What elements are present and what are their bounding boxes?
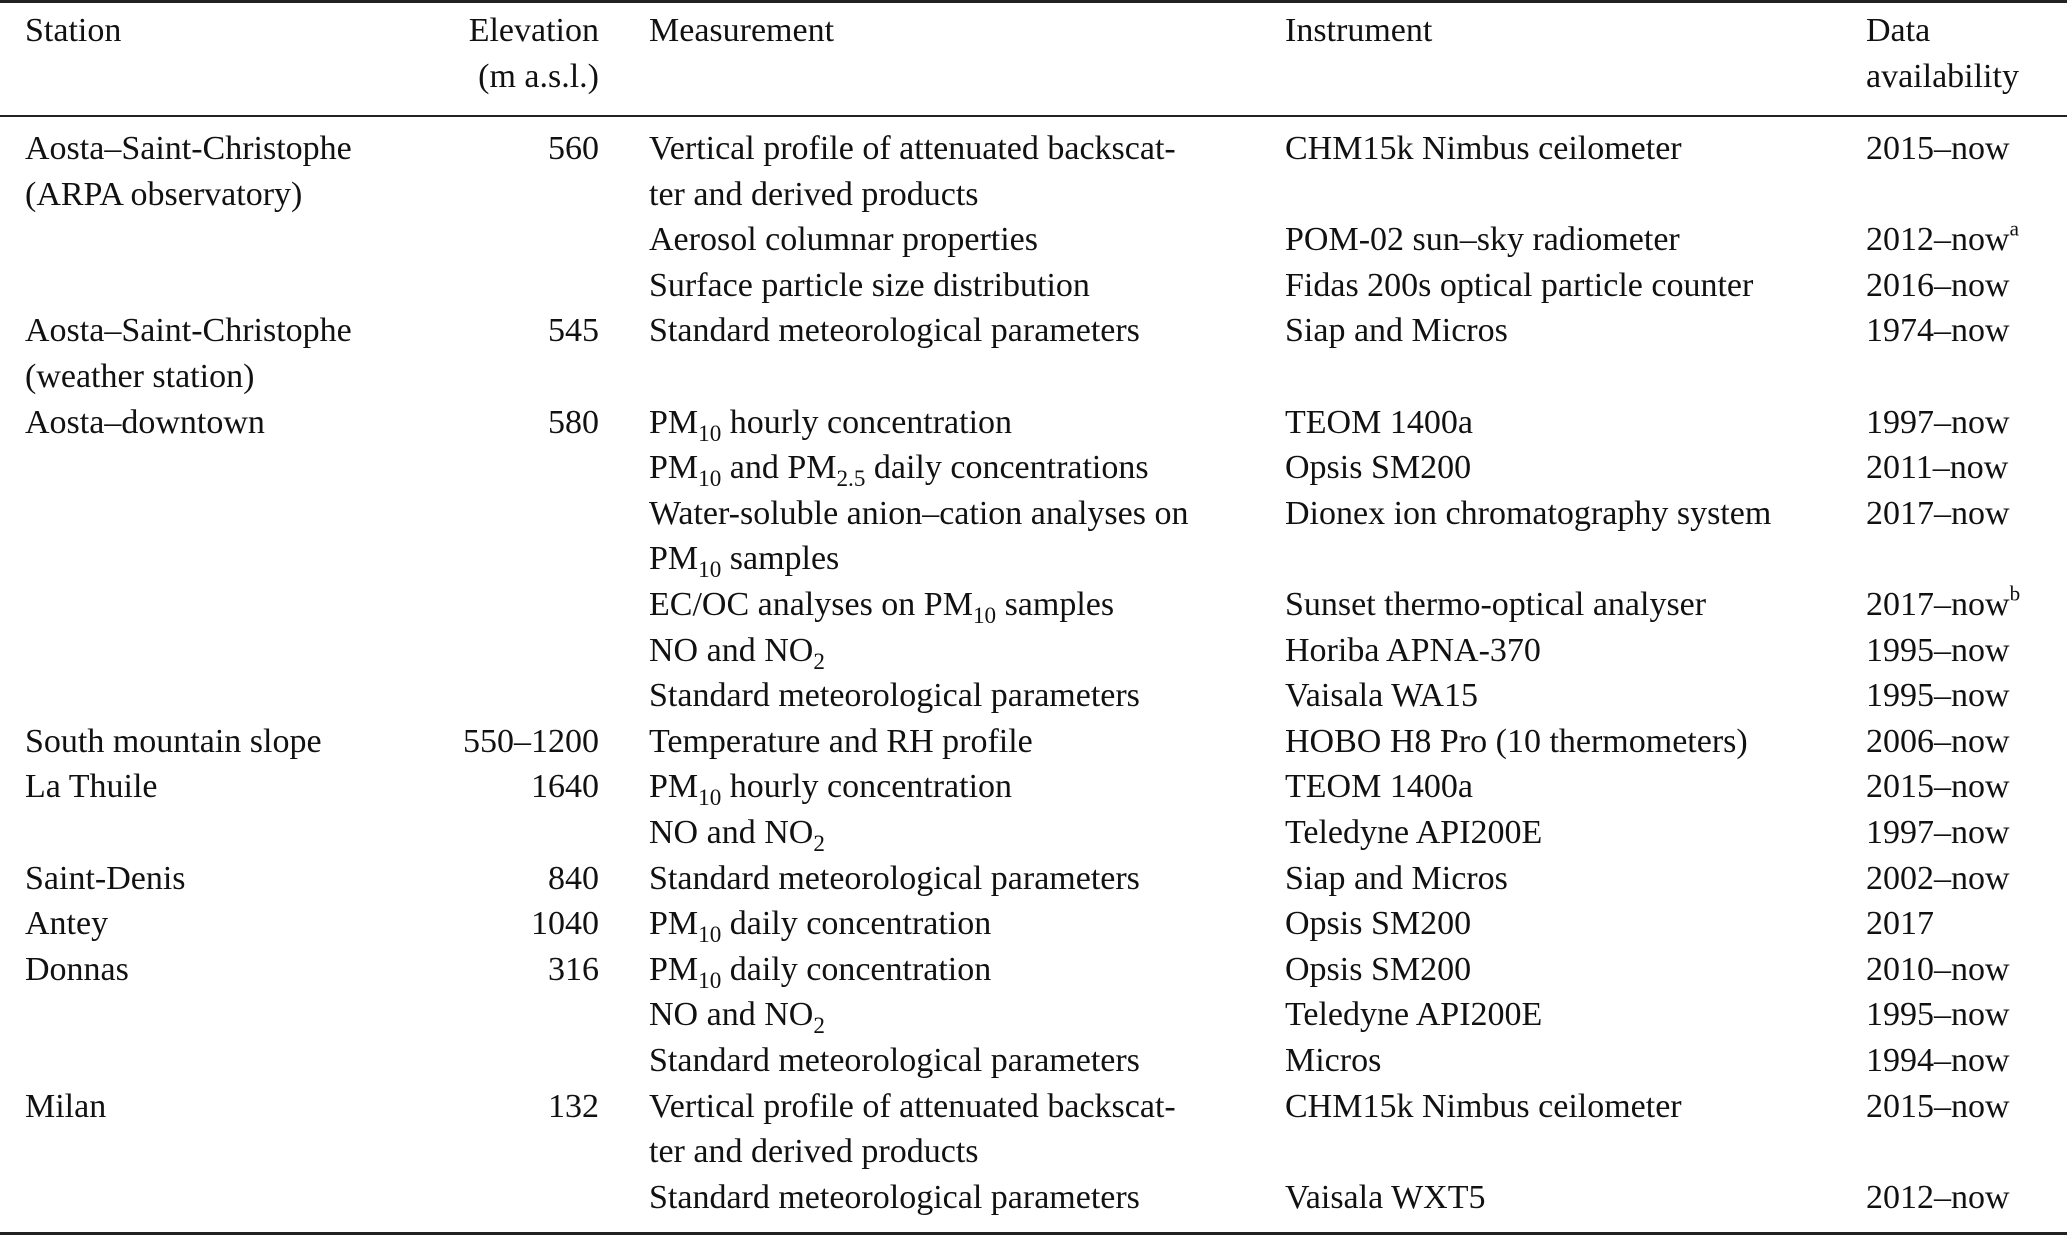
instrument-cell: CHM15k Nimbus ceilometer [1285,1087,1682,1125]
measurement-cell: Standard meteorological parameters [649,677,1140,715]
availability-cell: 2015–now [1866,768,2010,806]
measurement-cell: $PM_{10}$ daily concentration [649,905,992,949]
measurement-cell: $PM_{10}$ hourly concentration [649,768,1013,812]
measurement-cell: Standard meteorological parameters [649,1042,1140,1079]
availability-cell: 2002–now [1866,859,2010,897]
availability-cell: 1995–now [1866,996,2010,1034]
availability-cell: 2010–now [1866,950,2010,988]
elevation-cell: 545 [548,312,599,350]
availability-cell: 2015–now [1866,130,2010,167]
measurement-cell: Temperature and RH profile [649,722,1033,760]
availability-cell: 1997–now [1866,403,2010,441]
instrument-cell: Fidas 200s optical particle counter [1285,266,1754,304]
instrument-cell: Siap and Micros [1285,859,1508,897]
instrument-cell: TEOM 1400a [1285,768,1473,806]
availability-cell: 2015–now [1866,1087,2010,1125]
availability-cell: 2012–now$^a$ [1866,216,2019,259]
availability-cell: 1995–now [1866,631,2010,669]
station-cell: Donnas [25,950,129,988]
availability-cell: 1974–now [1866,312,2010,350]
station-cell: Milan [25,1087,107,1125]
availability-cell: 2017–now [1866,494,2010,532]
instrument-cell: Opsis SM200 [1285,449,1472,487]
measurement-cell: NO and $NO_2$ [649,996,825,1040]
header-elevation [469,8,599,100]
instrument-cell: CHM15k Nimbus ceilometer [1285,130,1682,167]
elevation-cell: 840 [548,859,599,897]
header-elevation-line1: Elevation [468,12,599,49]
header-availability-line1: Data [1866,12,1931,49]
instrument-cell: Vaisala WXT5 [1285,1178,1486,1216]
measurement-cell: Standard meteorological parameters [649,312,1140,350]
measurement-cell: Vertical profile of attenuated backscat- [649,1087,1176,1125]
station-cell: Aosta–Saint-Christophe [25,312,352,350]
measurement-cell: NO and $NO_2$ [649,631,825,675]
header-measurement: Measurement [649,12,835,49]
instrument-cell: POM-02 sun–sky radiometer [1285,221,1680,259]
instrument-cell: Opsis SM200 [1285,950,1472,988]
availability-cell: 2012–now [1866,1178,2010,1216]
elevation-cell: 1040 [531,905,599,943]
availability-cell: 1997–now [1866,814,2010,851]
measurement-cell: EC/OC analyses on $PM_{10}$ samples [649,586,1115,630]
elevation-cell: 316 [548,950,599,988]
instrument-cell: Teledyne API200E [1285,996,1543,1034]
measurement-cell: Surface particle size distribution [649,266,1090,304]
measurement-cell: $PM_{10}$ daily concentration [649,950,992,994]
availability-cell: 1994–now [1866,1042,2010,1079]
availability-cell: 1995–now [1866,677,2010,715]
instrument-cell: TEOM 1400a [1285,403,1473,441]
measurement-cell: Vertical profile of attenuated backscat- [649,130,1176,167]
instrument-cell: Teledyne API200E [1285,814,1543,851]
instrument-cell: Vaisala WA15 [1285,677,1478,715]
footnote-marker: a [2009,216,2019,241]
measurement-cell: ter and derived products [649,175,979,213]
availability-cell: 2011–now [1866,449,2009,487]
station-cell: (ARPA observatory) [25,175,303,213]
table-header-rule [0,115,2067,117]
instrument-cell: HOBO H8 Pro (10 thermometers) [1285,722,1748,760]
elevation-cell: 560 [548,130,599,167]
instrument-cell: Opsis SM200 [1285,905,1472,943]
instrument-cell: Horiba APNA-370 [1285,631,1541,669]
availability-cell: 2016–now [1866,266,2010,304]
station-cell: Antey [25,905,109,943]
measurement-cell: Water-soluble anion–cation analyses on [649,494,1189,532]
header-station: Station [25,12,122,49]
station-cell: (weather station) [25,358,255,395]
station-cell: Aosta–downtown [25,403,265,441]
elevation-cell: 550–1200 [463,722,599,760]
station-cell: Saint-Denis [25,859,186,897]
station-cell: Aosta–Saint-Christophe [25,130,352,167]
table-top-rule [0,0,2067,3]
station-cell: South mountain slope [25,722,322,760]
availability-cell: 2017–now$^b$ [1866,581,2021,623]
instrument-cell: Siap and Micros [1285,312,1508,350]
instrument-cell: Sunset thermo-optical analyser [1285,586,1707,623]
footnote-marker: b [2009,581,2021,606]
instrument-cell: Dionex ion chromatography system [1285,494,1772,532]
availability-cell: 2006–now [1866,722,2010,760]
measurement-cell: NO and $NO_2$ [649,814,825,858]
measurement-cell: $PM_{10}$ and $PM_{2.5}$ daily concentrations [649,449,1149,493]
elevation-cell: 1640 [531,768,599,806]
measurement-cell: $PM_{10}$ hourly concentration [649,403,1013,447]
measurement-cell: Standard meteorological parameters [649,859,1140,897]
measurement-cell: Aerosol columnar properties [649,221,1038,259]
measurement-cell: ter and derived products [649,1133,979,1171]
station-cell: La Thuile [25,768,158,806]
availability-cell: 2017 [1866,905,1934,943]
header-availability [1866,8,2019,100]
elevation-cell: 580 [548,403,599,441]
header-availability-line2: availability [1866,58,2019,95]
header-elevation-line2: (m a.s.l.) [478,58,599,95]
header-instrument: Instrument [1285,12,1433,49]
measurement-cell: $PM_{10}$ samples [649,540,840,584]
instrument-cell: Micros [1285,1042,1382,1079]
table-bottom-rule [0,1232,2067,1235]
elevation-cell: 132 [548,1087,599,1125]
measurement-cell: Standard meteorological parameters [649,1178,1140,1216]
